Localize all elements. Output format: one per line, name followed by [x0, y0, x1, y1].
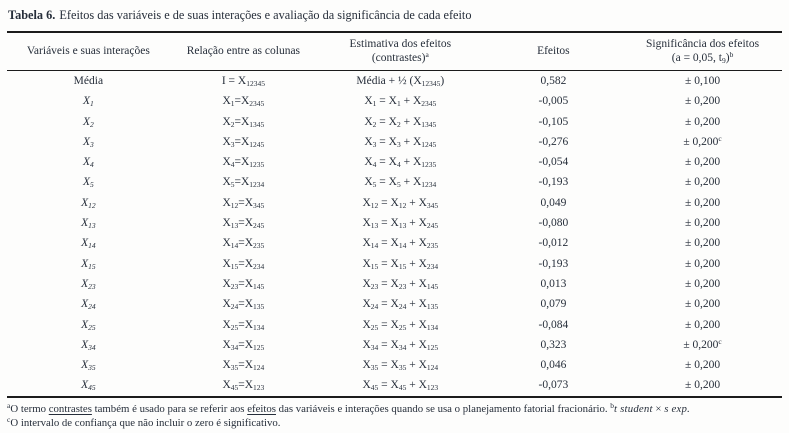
- cell-variaveis: Média: [73, 74, 104, 87]
- header-efeitos: Efeitos: [484, 32, 624, 70]
- cell-significancia: ± 0,200: [685, 237, 721, 250]
- table-body: [7, 70, 782, 396]
- effects-table: [7, 31, 782, 398]
- cell-estimativa: $X_{14} = X_{14} + X_{235}$: [362, 237, 439, 251]
- cell-significancia: ± 0,200: [685, 196, 721, 209]
- cell-efeitos: 0,079: [540, 298, 567, 311]
- cell-variaveis: $X_3$: [82, 135, 94, 149]
- cell-relacao: $X_{12}=X_{345}$: [222, 196, 265, 210]
- cell-estimativa: $X_{25} = X_{25} + X_{134}$: [362, 318, 439, 332]
- cell-significancia: ± 0,200: [685, 217, 721, 230]
- cell-efeitos: -0,276: [538, 135, 569, 148]
- cell-relacao: $X_{45}=X_{123}$: [222, 379, 265, 393]
- cell-relacao: $X_{13}=X_{245}$: [222, 217, 265, 231]
- table-row: [7, 91, 782, 111]
- cell-efeitos: -0,054: [538, 156, 569, 169]
- header-variaveis: Variáveis e suas interações: [7, 32, 170, 70]
- cell-relacao: $X_1=X_{2345}$: [222, 95, 265, 109]
- cell-efeitos: -0,105: [538, 115, 569, 128]
- footnote-c: $^c$O intervalo de confiança que não incluir o zero é significativo.: [7, 414, 281, 429]
- cell-significancia: ± 0,200: [685, 95, 721, 108]
- header-significancia: Significância dos efeitos (a = 0,05, $t_9)^b$: [623, 32, 782, 70]
- cell-significancia: ± 0,200: [685, 359, 721, 372]
- cell-variaveis: $X_{12}$: [81, 196, 96, 210]
- table-row: [7, 253, 782, 273]
- footnotes: [7, 402, 782, 430]
- cell-significancia: ± 0,200: [685, 379, 721, 392]
- table-header: [7, 32, 782, 70]
- cell-efeitos: -0,193: [538, 176, 569, 189]
- cell-relacao: $X_{24}=X_{135}$: [222, 298, 265, 312]
- table-row: [7, 70, 782, 91]
- cell-variaveis: $X_{35}$: [81, 359, 96, 373]
- cell-relacao: $X_{14}=X_{235}$: [222, 237, 265, 251]
- cell-estimativa: $X_4 = X_4 + X_{1235}$: [364, 156, 437, 170]
- table-row: [7, 314, 782, 334]
- cell-significancia: ± 0,200$^c$: [683, 336, 722, 351]
- cell-variaveis: $X_{24}$: [81, 298, 96, 312]
- cell-efeitos: 0,582: [540, 74, 567, 87]
- table-row: [7, 152, 782, 172]
- cell-variaveis: $X_4$: [82, 156, 94, 170]
- cell-efeitos: 0,046: [540, 359, 567, 372]
- table-caption-text: Efeitos das variáveis e de suas interações e avaliação da significância de cada efeito: [59, 8, 472, 22]
- table-row: [7, 132, 782, 152]
- cell-variaveis: $X_2$: [82, 115, 94, 129]
- cell-efeitos: -0,073: [538, 379, 569, 392]
- cell-relacao: $X_{34}=X_{125}$: [222, 338, 265, 352]
- cell-variaveis: $X_{13}$: [81, 217, 96, 231]
- cell-significancia: ± 0,200: [685, 298, 721, 311]
- cell-efeitos: -0,005: [538, 95, 569, 108]
- cell-relacao: $X_{35}=X_{124}$: [222, 359, 265, 373]
- table-row: [7, 335, 782, 355]
- table-row: [7, 213, 782, 233]
- table-row: [7, 274, 782, 294]
- cell-relacao: $X_{25}=X_{134}$: [222, 318, 265, 332]
- header-relacao: Relação entre as colunas: [170, 32, 317, 70]
- cell-variaveis: $X_{23}$: [81, 277, 96, 291]
- cell-significancia: ± 0,100: [685, 74, 721, 87]
- table-row: [7, 294, 782, 314]
- cell-efeitos: 0,323: [540, 338, 567, 351]
- cell-relacao: $X_2=X_{1345}$: [222, 115, 265, 129]
- cell-efeitos: -0,193: [538, 257, 569, 270]
- header-estimativa: Estimativa dos efeitos (contrastes)$^a$: [317, 32, 484, 70]
- cell-variaveis: $X_{45}$: [81, 379, 96, 393]
- cell-relacao: $X_3=X_{1245}$: [222, 135, 265, 149]
- cell-relacao: $I = X_{12345}$: [221, 74, 265, 88]
- cell-estimativa: $X_{45} = X_{45} + X_{123}$: [362, 379, 439, 393]
- cell-variaveis: $X_{14}$: [81, 237, 96, 251]
- cell-estimativa: $X_5 = X_5 + X_{1234}$: [364, 176, 437, 190]
- cell-estimativa: $X_{13} = X_{13} + X_{245}$: [362, 217, 439, 231]
- cell-estimativa: $X_{24} = X_{24} + X_{135}$: [362, 298, 439, 312]
- cell-variaveis: $X_5$: [82, 176, 94, 190]
- cell-estimativa: $X_2 = X_2 + X_{1345}$: [364, 115, 437, 129]
- table-row: [7, 375, 782, 396]
- table-caption: [8, 8, 781, 23]
- table-row: [7, 355, 782, 375]
- cell-significancia: ± 0,200$^c$: [683, 133, 722, 148]
- table-row: [7, 233, 782, 253]
- table-row: [7, 111, 782, 131]
- table-caption-label: Tabela 6.: [8, 8, 56, 22]
- cell-relacao: $X_4=X_{1235}$: [222, 156, 265, 170]
- cell-variaveis: $X_{25}$: [81, 318, 96, 332]
- table-row: [7, 172, 782, 192]
- footnote-a-b: $^a$O termo contrastes também é usado para se referir aos efeitos das variáveis e interações quando se usa o planejamento fatorial fracionário. $^b$t student × s exp.: [7, 400, 691, 415]
- table-header-row: [7, 32, 782, 70]
- cell-efeitos: 0,013: [540, 277, 567, 290]
- cell-estimativa: $X_1 = X_1 + X_{2345}$: [364, 95, 437, 109]
- cell-efeitos: -0,080: [538, 217, 569, 230]
- cell-significancia: ± 0,200: [685, 115, 721, 128]
- cell-significancia: ± 0,200: [685, 277, 721, 290]
- cell-efeitos: -0,012: [538, 237, 569, 250]
- cell-significancia: ± 0,200: [685, 176, 721, 189]
- cell-estimativa: $X_{23} = X_{23} + X_{145}$: [362, 277, 439, 291]
- cell-significancia: ± 0,200: [685, 318, 721, 331]
- cell-efeitos: 0,049: [540, 196, 567, 209]
- cell-variaveis: $X_1$: [82, 95, 94, 109]
- cell-efeitos: -0,084: [538, 318, 569, 331]
- cell-significancia: ± 0,200: [685, 257, 721, 270]
- cell-variaveis: $X_{34}$: [81, 338, 96, 352]
- table-row: [7, 193, 782, 213]
- cell-estimativa: $X_{15} = X_{15} + X_{234}$: [362, 257, 439, 271]
- cell-estimativa: $X_3 = X_3 + X_{1245}$: [364, 135, 437, 149]
- cell-estimativa: $X_{35} = X_{35} + X_{124}$: [362, 359, 439, 373]
- cell-estimativa: Média + ½ $(X_{12345})$: [356, 74, 445, 88]
- cell-relacao: $X_{23}=X_{145}$: [222, 277, 265, 291]
- cell-significancia: ± 0,200: [685, 156, 721, 169]
- cell-estimativa: $X_{34} = X_{34} + X_{125}$: [362, 338, 439, 352]
- cell-relacao: $X_5=X_{1234}$: [222, 176, 265, 190]
- cell-variaveis: $X_{15}$: [81, 257, 96, 271]
- cell-relacao: $X_{15}=X_{234}$: [222, 257, 265, 271]
- cell-estimativa: $X_{12} = X_{12} + X_{345}$: [362, 196, 439, 210]
